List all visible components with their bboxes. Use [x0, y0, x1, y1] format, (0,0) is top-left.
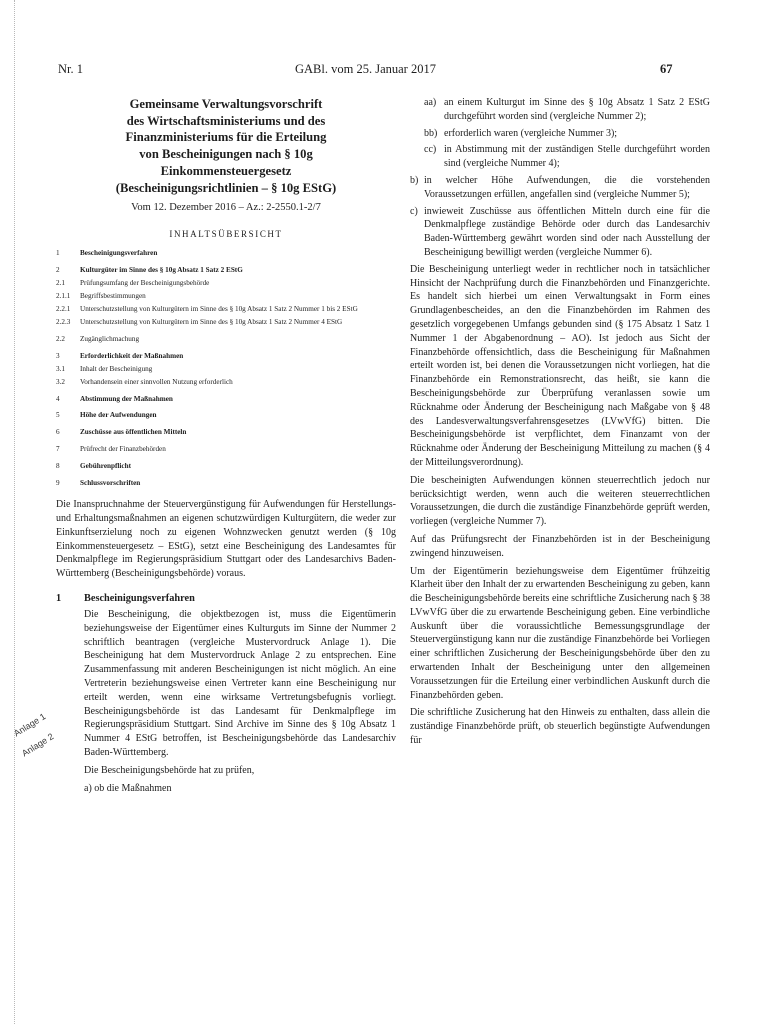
- body-paragraph: Die Bescheinigung unterliegt weder in rechtlicher noch in tatsächlicher Hinsicht der Nachprüfung durch die Finanzbehörden und Finanzgerichte. Es handelt sich hierbei um einen Verwaltungsakt in Form eines Grundlagenbescheides, an den die Finanzbehörden im Rahmen des gesetzlich vorgegebenen Umfangs gebunden sind (§ 175 Absatz 1 Satz 1 Nummer 1 der Abgabenordnung – AO). Ist jedoch aus Sicht der Finanzbehörde offensichtlich, dass die Bescheinigung für Maßnahmen erteilt worden ist, bei denen die Voraussetzungen nicht vorliegen, hat die Finanzbehörde ein Remonstrationsrecht, das heißt, sie kann die Bescheinigungsbehörde zur Überprüfung veranlassen sowie um Rücknahme oder Änderung der Bescheinigung nach Maßgabe von § 48 des Landesverwaltungsverfahrensgesetzes (LVwVfG) bitten. Die Bescheinigungsbehörde ist verpflichtet, dem Finanzamt von der Rücknahme oder Änderung der Bescheinigung Mitteilung zu machen (§ 4 der Mitteilungsverordnung).: [410, 263, 710, 468]
- toc-item: [56, 335, 396, 344]
- margin-note-anlage-2: Anlage 2: [20, 731, 56, 759]
- list-item-text: in welcher Höhe Aufwendungen, die die vorstehenden Voraussetzungen erfüllen, angefallen sind (vergleiche Nummer 5);: [424, 174, 710, 200]
- sub-list-item: [424, 96, 710, 124]
- right-paragraphs: [410, 263, 710, 748]
- title-line: des Wirtschaftsministeriums und des: [126, 113, 326, 128]
- sub-list-item-label: aa): [424, 97, 437, 108]
- margin-note-anlage-1: Anlage 1: [12, 711, 48, 739]
- toc-item-number: 2.2.3: [56, 318, 71, 327]
- left-column: [56, 96, 396, 799]
- list-item: [410, 205, 710, 260]
- section-1-heading: [56, 593, 396, 604]
- title-line: von Bescheinigungen nach § 10g: [139, 147, 313, 162]
- toc-item-text: Bescheinigungsverfahren: [80, 249, 158, 258]
- sub-item-list: [424, 96, 710, 171]
- toc-item: [56, 292, 396, 301]
- toc-item-number: 4: [56, 394, 60, 403]
- check-intro: Die Bescheinigungsbehörde hat zu prüfen,: [84, 764, 255, 776]
- toc-item-number: 6: [56, 428, 60, 437]
- toc-item: [56, 318, 396, 327]
- toc-item-text: Inhalt der Bescheinigung: [80, 364, 153, 373]
- toc-item-number: 2.1.1: [56, 292, 71, 301]
- section-title: Bescheinigungsverfahren: [84, 593, 195, 604]
- body-paragraph: Die schriftliche Zusicherung hat den Hinweis zu enthalten, dass allein die zuständige Finanzbehörde prüft, ob steuerlich begünstigte Aufwendungen für: [410, 707, 710, 747]
- right-column: [410, 96, 710, 752]
- toc-item-text: Prüfungsumfang der Bescheinigungsbehörde: [80, 279, 210, 288]
- toc-item-number: 2.2: [56, 334, 65, 343]
- toc-item-number: 8: [56, 462, 60, 470]
- toc-item-number: 2: [56, 266, 60, 275]
- list-item-a: a) ob die Maßnahmen: [84, 782, 172, 794]
- toc-heading: INHALTSÜBERSICHT: [169, 229, 283, 240]
- toc-item-text: Vorhandensein einer sinnvollen Nutzung erforderlich: [80, 377, 233, 386]
- sub-list-item-label: bb): [424, 127, 438, 139]
- toc-item-text: Kulturgüter im Sinne des § 10g Absatz 1 Satz 2 EStG: [80, 266, 243, 275]
- sub-list-item-text: erforderlich waren (vergleiche Nummer 3);: [444, 127, 618, 139]
- toc-item-number: 1: [56, 249, 60, 258]
- sub-list-item-text: an einem Kulturgut im Sinne des § 10g Absatz 1 Satz 2 EStG durchgeführt worden sind (vergleiche Nummer 2);: [444, 97, 710, 122]
- toc-item-number: 9: [56, 478, 60, 487]
- toc-item-number: 2.1: [56, 279, 65, 288]
- title-line: Finanzministeriums für die Erteilung: [125, 130, 327, 145]
- toc-item: [56, 279, 396, 288]
- toc-item: [56, 249, 396, 258]
- sub-list-item: [424, 127, 710, 141]
- page-number: 67: [660, 62, 673, 76]
- body-paragraph: Die bescheinigten Aufwendungen können steuerrechtlich jedoch nur berücksichtigt werden, wenn auch die weiteren steuerrechtlichen Voraussetzungen, die durch die zuständige Finanzbehörde geprüft werden, vorliegen (vergleiche Nummer 7).: [410, 474, 710, 528]
- toc-item: [56, 352, 396, 361]
- toc-item-text: Abstimmung der Maßnahmen: [80, 394, 173, 403]
- table-of-contents: [56, 249, 396, 488]
- body-paragraph: Auf das Prüfungsrecht der Finanzbehörden ist in der Bescheinigung zwingend hinzuweisen.: [410, 533, 710, 559]
- title-line: Gemeinsame Verwaltungsvorschrift: [129, 97, 323, 111]
- sub-list-item-text: in Abstimmung mit der zuständigen Stelle durchgeführt worden sind (vergleiche Nummer 4);: [444, 144, 710, 170]
- toc-item-text: Unterschutzstellung von Kulturgütern im Sinne des § 10g Absatz 1 Satz 2 Nummer 4 EStG: [80, 318, 343, 327]
- list-item-label: b): [410, 174, 419, 186]
- toc-item: [56, 462, 396, 471]
- page-header: [0, 62, 770, 78]
- toc-item-number: 3.1: [56, 364, 65, 373]
- item-list: [410, 174, 710, 260]
- toc-item: [56, 479, 396, 488]
- sub-list-item: [424, 143, 710, 171]
- toc-item: [56, 266, 396, 275]
- list-item-label: c): [410, 205, 418, 217]
- toc-item-text: Höhe der Aufwendungen: [80, 411, 157, 420]
- toc-item: [56, 411, 396, 420]
- toc-item-text: Schlussvorschriften: [80, 478, 141, 487]
- title-line: Einkommensteuergesetz: [160, 163, 292, 178]
- section-1-body: [84, 608, 396, 795]
- document-date-reference: Vom 12. Dezember 2016 – Az.: 2-2550.1-2/7: [131, 202, 321, 214]
- binding-edge: [0, 0, 15, 1024]
- body-paragraph: Um der Eigentümerin beziehungsweise dem Eigentümer frühzeitig Klarheit über den Inhalt der zu erwartenden Bescheinigung zu geben, kann die Bescheinigungsbehörde bereits eine schriftliche Zusicherung nach § 38 LVwVfG über die zu erwartende Bescheinigung geben. Eine verbindliche Auskunft über die voraussichtliche Bemessungsgrundlage der Steuervergünstigung kann nur die zuständige Finanzbehörde bei Vorliegen einer schriftlichen Zusicherung der Bescheinigungsbehörde über den zu erwartenden Inhalt der Bescheinigung unter den allgemeinen Voraussetzungen für die Erteilung einer verbindlichen Auskunft durch die Finanzbehörden geben.: [410, 565, 710, 701]
- list-item-text: inwieweit Zuschüsse aus öffentlichen Mitteln durch eine für die Denkmalpflege zuständige Behörde oder durch das Landesarchiv Baden-Württemberg gewährt worden sind oder nach Ausstellung der Bescheinigung bewilligt werden (vergleiche Nummer 6).: [424, 205, 710, 258]
- intro-paragraph: Die Inanspruchnahme der Steuervergünstigung für Aufwendungen für Herstellungs- und Erhaltungsmaßnahmen an eigenen schutzwürdigen Kulturgütern, die weder zur Einkunftserzielung noch zu eigenen Wohnzwecken genutzt werden (§ 10g Einkommensteuergesetz – EStG), setzt eine Bescheinigung des Landesamtes für Denkmalpflege im Regierungspräsidium Stuttgart oder des Landesarchivs Baden-Württemberg (Bescheinigungsbehörde) voraus.: [56, 499, 396, 580]
- title-line: (Bescheinigungsrichtlinien – § 10g EStG): [115, 180, 337, 195]
- sub-list-item-label: cc): [424, 144, 437, 156]
- toc-item-number: 2.2.1: [56, 305, 71, 314]
- list-item: [410, 174, 710, 202]
- toc-item: [56, 378, 396, 387]
- toc-item-text: Begriffsbestimmungen: [80, 292, 146, 301]
- toc-item-number: 3: [56, 351, 60, 360]
- toc-item: [56, 305, 396, 314]
- section-1-paragraph: Die Bescheinigung, die objektbezogen ist, muss die Eigentümerin beziehungsweise der Eigentümer eines Kulturguts im Sinne der Nummer 2 schriftlich beantragen (vergleiche Mustervordruck Anlage 1). Die Bescheinigung hat dem Mustervordruck Anlage 2 zu entsprechen. Eine Zusammenfassung mit anderen Bescheinigungen ist nicht möglich. An eine Vertreterin beziehungsweise einen Vertreter kann eine Bescheinigung nur erteilt werden, wenn eine wirksame Vertretungsbefugnis vorliegt. Bescheinigungsbehörde ist das Landesamt für Denkmalpflege im Regierungspräsidium Stuttgart. Sind Archive im Sinne des § 10g Absatz 1 Nummer 4 EStG betroffen, ist Bescheinigungsbehörde das Landesarchiv Baden-Württemberg.: [84, 609, 396, 758]
- toc-item-text: Unterschutzstellung von Kulturgütern im Sinne des § 10g Absatz 1 Satz 2 Nummer 1 bis 2 EStG: [80, 305, 358, 314]
- section-number: 1: [56, 593, 62, 604]
- issue-number: Nr. 1: [58, 62, 83, 76]
- toc-item: [56, 365, 396, 374]
- toc-item-number: 7: [56, 445, 60, 454]
- toc-item: [56, 445, 396, 454]
- toc-item-text: Gebührenpflicht: [80, 462, 131, 470]
- gazette-date: GABl. vom 25. Januar 2017: [295, 62, 436, 76]
- toc-item: [56, 395, 396, 404]
- document-title: [62, 96, 390, 196]
- toc-item-text: Zugänglichmachung: [80, 334, 140, 343]
- toc-item-text: Zuschüsse aus öffentlichen Mitteln: [80, 428, 187, 437]
- toc-item-number: 5: [56, 411, 60, 420]
- toc-item: [56, 428, 396, 437]
- toc-item-text: Prüfrecht der Finanzbehörden: [80, 445, 166, 454]
- toc-item-number: 3.2: [56, 377, 65, 386]
- toc-item-text: Erforderlichkeit der Maßnahmen: [80, 351, 184, 360]
